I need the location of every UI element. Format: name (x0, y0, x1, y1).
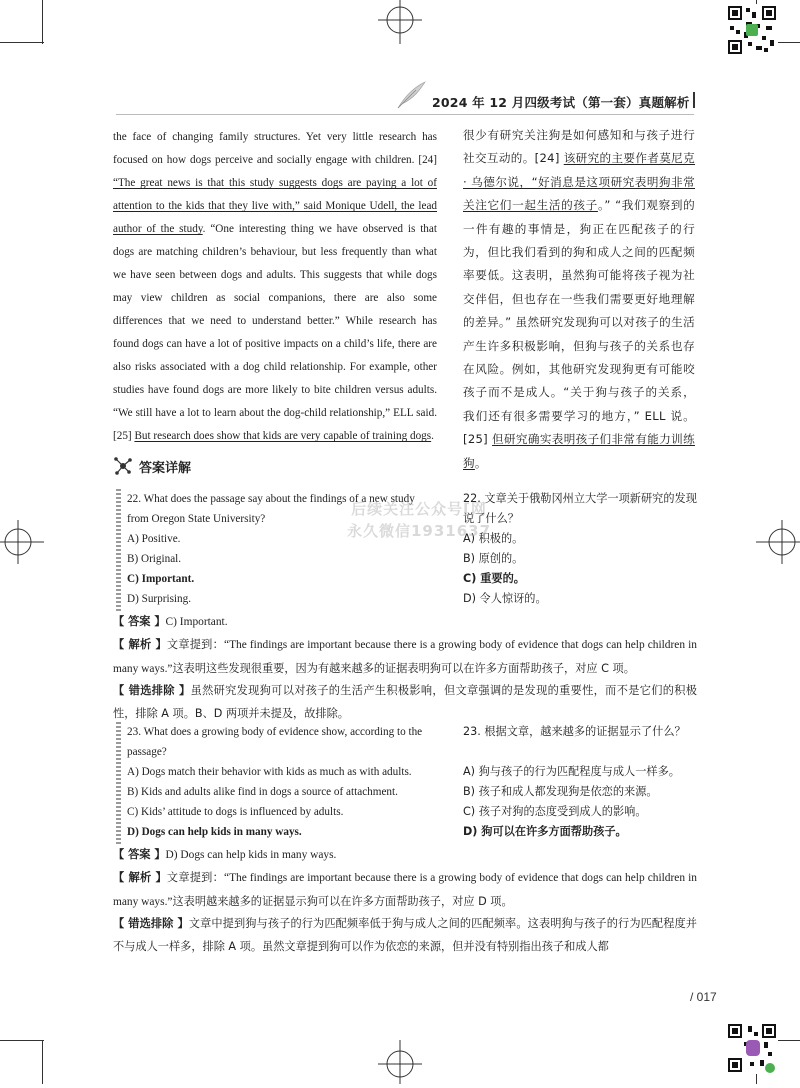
passage-zh-q25-evidence: 但研究确实表明孩子们非常有能力训练狗 (463, 432, 696, 470)
crop-line (42, 0, 43, 44)
passage-en-q24-evidence: “The great news is that this study suggests dogs are paying a lot of attention to the kids that they live with,” said Monique Udell, the lead author of the study (113, 177, 437, 235)
passage-zh-end: 。 (474, 455, 487, 470)
passage-zh-middle: 。” “我们观察到的一件有趣的事情是，狗正在匹配孩子的行为，但比我们看到的狗和成人之间的匹配频率要低。这表明，虽然狗可能将孩子视为社交伴侣，但也存在一些我们需要更好地理解的差异。” 虽然研究发现狗可以对孩子的生活产生许多积极影响，但狗与孩子的关系也存在风险。例如，其他研究发现狗更有可能咬孩子而不是成人。“关于狗与孩子的关系，我们还有很多需要学习的地方，” ELL 说。[25] (463, 198, 695, 447)
q22-analysis (113, 633, 697, 681)
passage-english (113, 126, 437, 448)
analysis-label: 【 解析 】 (113, 871, 167, 884)
passage-en-q25-evidence: But research does show that kids are very capable of training dogs (134, 430, 432, 442)
passage-en-end: . (431, 430, 434, 442)
q22-analysis-rest: 这表明这些发现很重要，因为有越来越多的证据表明狗可以在许多方面帮助孩子，对应 C 项。 (172, 662, 635, 675)
q23-option-c-en: C) Kids’ attitude to dogs is influenced by adults. (127, 806, 344, 818)
crop-line (42, 1040, 43, 1084)
q23-analysis-rest: 这表明越来越多的证据显示狗可以在许多方面帮助孩子，对应 D 项。 (172, 895, 513, 908)
q22-option-d-zh: D) 令人惊讶的。 (463, 592, 547, 605)
q23-option-c-zh: C) 孩子对狗的态度受到成人的影响。 (463, 805, 647, 818)
molecule-icon (113, 456, 133, 476)
q22-option-a-en: A) Positive. (127, 533, 181, 545)
watermark-line-2: 永久微信1931637 (346, 522, 492, 540)
page-number: / 017 (690, 990, 717, 1004)
q22-question-en: 22. What does the passage say about the findings of a new study from Oregon State University? (127, 493, 415, 526)
passage-zh-intro: 很少有研究关注狗是如何感知和与孩子进行社交互动的。[24] (463, 128, 695, 166)
q22-analysis-prefix: 文章提到： (166, 638, 225, 651)
passage-en-middle: . “One interesting thing we have observed is that dogs are matching children’s behaviour, but less frequently than what we have seen between dogs and adults. This suggests that while dogs may view children as social companions, there are also some differences that we need to understand better.” While research has found dogs can have a lot of positive impacts on a child’s life, there are also risks associated with a dog child relationship. For example, other studies have found dogs are more likely to bite children versus adults. “We still have a lot to learn about the dog-child relationship,” ELL said. [25] (113, 223, 437, 442)
question-bar (116, 722, 121, 844)
q23-answer (113, 843, 697, 867)
q23-analysis-quote: “The findings are important because there is a growing body of evidence that dogs can help children in many ways.” (113, 872, 697, 908)
q23-question-en: 23. What does a growing body of evidence show, according to the passage? (127, 726, 423, 759)
question-23-block (116, 722, 698, 844)
q22-option-d-en: D) Surprising. (127, 593, 192, 605)
question-bar (116, 489, 121, 611)
answer-label: 【 答案 】 (113, 615, 166, 628)
passage-chinese (463, 124, 695, 475)
qr-code (726, 1022, 778, 1074)
registration-mark-right (756, 520, 800, 564)
analysis-label: 【 解析 】 (113, 638, 167, 651)
q23-option-b-zh: B) 孩子和成人都发现狗是依恋的来源。 (463, 785, 658, 798)
q22-exclusion (113, 679, 697, 725)
header-rule (116, 114, 694, 115)
registration-mark-left (0, 520, 44, 564)
q23-answer-text: D) Dogs can help kids in many ways. (165, 849, 337, 861)
header-title: 2024 年 12 月四级考试（第一套）真题解析 (432, 95, 690, 110)
q23-option-a-zh: A) 狗与孩子的行为匹配程度与成人一样多。 (463, 765, 680, 778)
crop-line (0, 1040, 44, 1041)
q22-question-zh: 22. 文章关于俄勒冈州立大学一项新研究的发现说了什么？ (463, 492, 697, 526)
watermark-line-1: 后续关注公众号[网 (351, 500, 487, 518)
watermark (304, 498, 534, 542)
q23-analysis (113, 866, 697, 914)
registration-mark-bottom (378, 1040, 422, 1084)
q23-analysis-prefix: 文章提到： (166, 871, 225, 884)
q22-answer-text: C) Important. (165, 616, 228, 628)
q22-option-b-en: B) Original. (127, 553, 182, 565)
section-title: 答案详解 (139, 460, 192, 476)
exclude-label: 【 错选排除 】 (113, 917, 189, 930)
header-bar (693, 92, 695, 108)
exclude-label: 【 错选排除 】 (113, 684, 191, 697)
passage-zh-q24-evidence: 该研究的主要作者莫尼克 · 乌德尔说，“好消息是这项研究表明狗非常关注它们一起生活的孩子 (463, 151, 695, 213)
crop-line (0, 42, 44, 43)
q23-option-a-en: A) Dogs match their behavior with kids as much as with adults. (127, 766, 412, 778)
q23-question-zh: 23. 根据文章，越来越多的证据显示了什么？ (463, 725, 686, 738)
q23-exclusion (113, 912, 697, 958)
registration-mark-top (378, 0, 422, 44)
q22-answer (113, 610, 697, 634)
section-heading (113, 455, 191, 477)
q22-option-a-zh: A) 积极的。 (463, 532, 524, 545)
q22-analysis-quote: “The findings are important because there is a growing body of evidence that dogs can help children in many ways.” (113, 639, 697, 675)
q22-option-b-zh: B) 原创的。 (463, 552, 524, 565)
q22-option-c-zh: C) 重要的。 (463, 572, 525, 585)
q22-exclusion-text: 虽然研究发现狗可以对孩子的生活产生积极影响，但文章强调的是发现的重要性，而不是它们的积极性，排除 A 项。B、D 两项并未提及，故排除。 (113, 684, 697, 720)
q23-option-d-en: D) Dogs can help kids in many ways. (127, 826, 302, 838)
feather-icon (394, 80, 428, 110)
q22-option-c-en: C) Important. (127, 573, 195, 585)
q23-option-d-zh: D) 狗可以在许多方面帮助孩子。 (463, 825, 627, 838)
q23-option-b-en: B) Kids and adults alike find in dogs a source of attachment. (127, 786, 398, 798)
qr-code (726, 4, 778, 56)
passage-en-intro: the face of changing family structures. Yet very little research has focused on how dogs perceive and socially engage with children. [24] (113, 131, 437, 166)
q23-exclusion-text: 文章中提到狗与孩子的行为匹配频率低于狗与成人之间的匹配频率。这表明狗与孩子的行为匹配程度并不与成人一样多，排除 A 项。虽然文章提到狗可以作为依恋的来源，但并没有特别指出孩子和成人都 (113, 917, 697, 953)
answer-label: 【 答案 】 (113, 848, 166, 861)
